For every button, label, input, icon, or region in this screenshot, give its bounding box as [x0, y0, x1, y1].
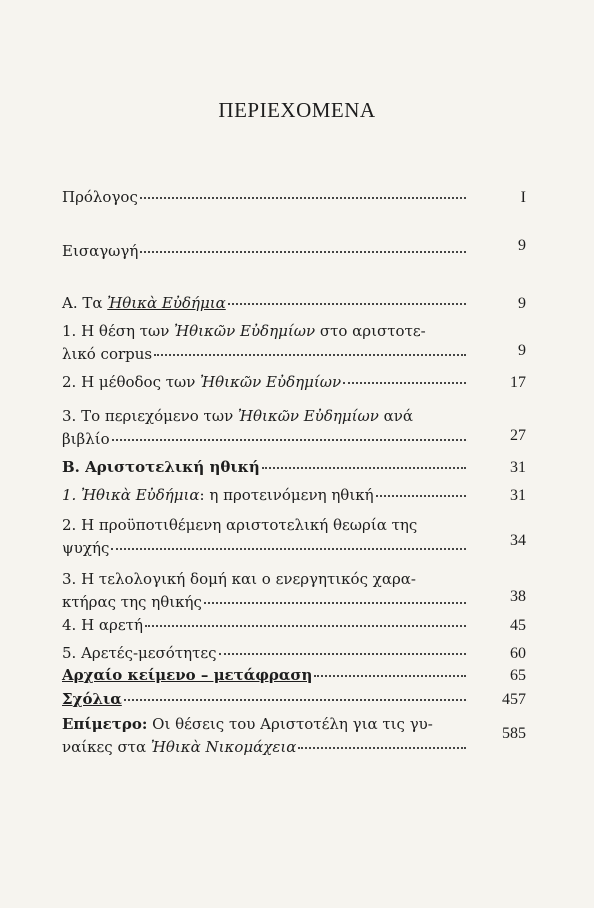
- toc-entry-label: 4. Η αρετή: [62, 616, 143, 634]
- toc-entry-b4[interactable]: [62, 614, 526, 637]
- toc-entry-a1[interactable]: [62, 320, 526, 366]
- toc-page-number: 27: [510, 427, 526, 444]
- toc-entry-label: λικό corpus: [62, 345, 153, 363]
- toc-entry-title-emphasis: Ἠθικὰ Νικομάχεια: [150, 738, 297, 756]
- toc-entry-label: Εισαγωγή: [62, 242, 139, 260]
- toc-page-number: 45: [510, 617, 526, 634]
- toc-entry-label: Πρόλογος: [62, 188, 138, 206]
- toc-entry-label: ανά: [378, 407, 414, 425]
- toc-entry-title-emphasis: Ἠθικῶν Εὐδημίων: [237, 407, 379, 425]
- toc-entry-b3[interactable]: [62, 568, 526, 614]
- toc-page-number: 31: [510, 459, 526, 476]
- toc-page-number: 34: [510, 532, 526, 549]
- toc-entry-prologue[interactable]: [62, 186, 526, 209]
- toc-entry-label: ναίκες στα: [62, 738, 151, 756]
- toc-entry-title-emphasis: Ἠθικῶν Εὐδημίων: [174, 322, 316, 340]
- toc-entry-label: βιβλίο: [62, 430, 110, 448]
- toc-entry-ancient-text[interactable]: [62, 664, 526, 687]
- toc-entry-title-emphasis: Ἠθικὰ Εὐδήμια: [107, 294, 226, 312]
- toc-entry-label: 2. Η μέθοδος των: [62, 373, 201, 391]
- toc-entry-label: Οι θέσεις του Αριστοτέλη για τις γυ-: [147, 715, 433, 733]
- toc-entry-label: 3. Η τελολογική δομή και ο ενεργητικός χαρα-: [62, 570, 416, 588]
- toc-page-number: 9: [518, 342, 526, 359]
- toc-entry-label: 2. Η προϋποτιθέμενη αριστοτελική θεωρία της: [62, 516, 418, 534]
- toc-entry-label: στο αριστοτε-: [315, 322, 426, 340]
- toc-entry-label: Α. Τα: [62, 294, 108, 312]
- toc-page-number: 38: [510, 588, 526, 605]
- toc-entry-label: ψυχής: [62, 539, 110, 557]
- toc-page-number: 9: [518, 237, 526, 254]
- toc-page-number: 585: [502, 725, 526, 742]
- toc-entry-commentary[interactable]: [62, 688, 526, 711]
- toc-page-number: 9: [518, 295, 526, 312]
- toc-entry-section-a[interactable]: [62, 292, 526, 315]
- page-title: ΠΕΡΙΕΧΟΜΕΝΑ: [218, 98, 376, 122]
- toc-entry-section-b[interactable]: [62, 456, 526, 479]
- toc-entry-introduction[interactable]: [62, 237, 526, 263]
- toc-page-number: 60: [510, 645, 526, 662]
- toc-page-number: 31: [510, 487, 526, 504]
- toc-page-number: 17: [510, 374, 526, 391]
- toc-entry-a3[interactable]: [62, 405, 526, 451]
- toc-entry-title-emphasis: Ἠθικῶν Εὐδημίων: [200, 373, 342, 391]
- toc-entry-b5[interactable]: [62, 642, 526, 665]
- toc-entry-label: Β. Αριστοτελική ηθική: [62, 458, 260, 476]
- toc-entry-label: Σχόλια: [62, 690, 122, 708]
- toc-entry-appendix[interactable]: [62, 713, 526, 759]
- toc-entry-b2[interactable]: [62, 514, 526, 560]
- toc-entry-b1[interactable]: [62, 484, 526, 507]
- toc-entry-label: Αρχαίο κείμενο – μετάφραση: [62, 666, 313, 684]
- toc-entry-label: κτήρας της ηθικής: [62, 593, 202, 611]
- toc-entry-label: 5. Αρετές-μεσότητες: [62, 644, 217, 662]
- toc-page-number: I: [520, 189, 526, 206]
- toc-page-number: 457: [502, 691, 526, 708]
- toc-entry-label: 1. Η θέση των: [62, 322, 175, 340]
- toc-entry-title-emphasis: 1. Ἠθικὰ Εὐδήμια: [62, 486, 200, 504]
- toc-entry-label: : η προτεινόμενη ηθική: [199, 486, 374, 504]
- toc-entry-label: Επίμετρο:: [62, 715, 148, 733]
- toc-entry-a2[interactable]: [62, 371, 526, 394]
- toc-page-number: 65: [510, 667, 526, 684]
- toc-entry-label: 3. Το περιεχόμενο των: [62, 407, 238, 425]
